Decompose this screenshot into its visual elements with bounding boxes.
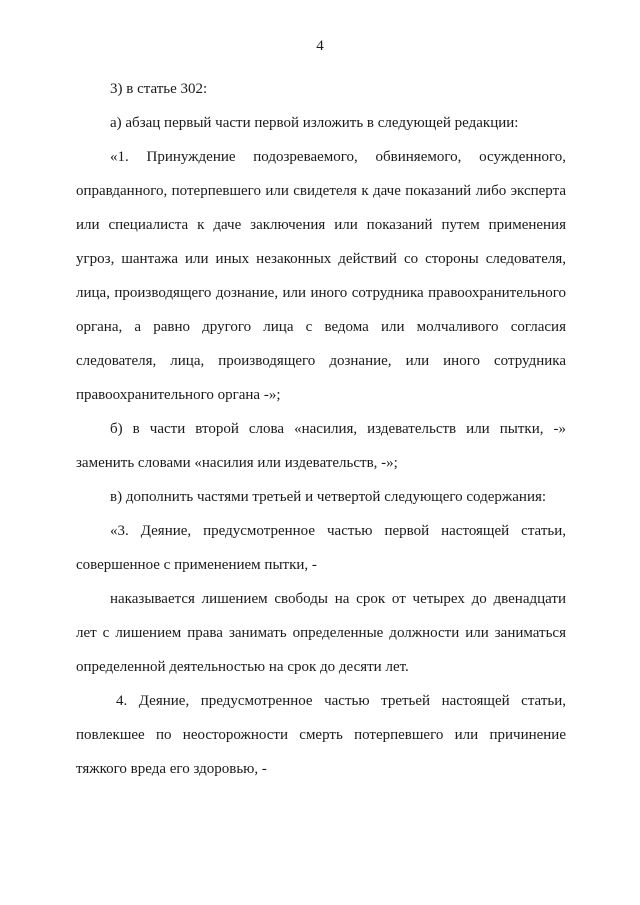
paragraph-part-4-text: 4. Деяние, предусмотренное частью третьей настоящей статьи, повлекшее по неосторожности смерть потерпевшего или причинение тяжкого вреда его здоровью, - [76, 693, 566, 777]
paragraph-item-a: а) абзац первый части первой изложить в следующей редакции: [110, 115, 519, 131]
paragraph-item-b: б) в части второй слова «насилия, издевательств или пытки, -» заменить словами «насилия или издевательств, -»; [76, 421, 566, 471]
page-number: 4 [316, 38, 324, 54]
paragraph-item-v: в) дополнить частями третьей и четвертой следующего содержания: [110, 489, 547, 505]
paragraph-part-3-text: «3. Деяние, предусмотренное частью первой настоящей статьи, совершенное с применением пытки, - [76, 523, 566, 573]
paragraph-part-1-text: «1. Принуждение подозреваемого, обвиняемого, осужденного, оправданного, потерпевшего или свидетеля к даче показаний либо эксперта или специалиста к даче заключения или показаний путем применения угроз, шантажа или иных незаконных действий со стороны следователя, лица, производящего дознание, или иного сотрудника правоохранительного органа, а равно другого лица с ведома или молчаливого согласия следователя, лица, производящего дознание, или иного сотрудника правоохранительного органа -»; [76, 149, 566, 403]
paragraph-punishment: наказывается лишением свободы на срок от четырех до двенадцати лет с лишением права занимать определенные должности или заниматься определенной деятельностью на срок до десяти лет. [76, 591, 566, 675]
paragraph-article-302: 3) в статье 302: [110, 81, 208, 97]
